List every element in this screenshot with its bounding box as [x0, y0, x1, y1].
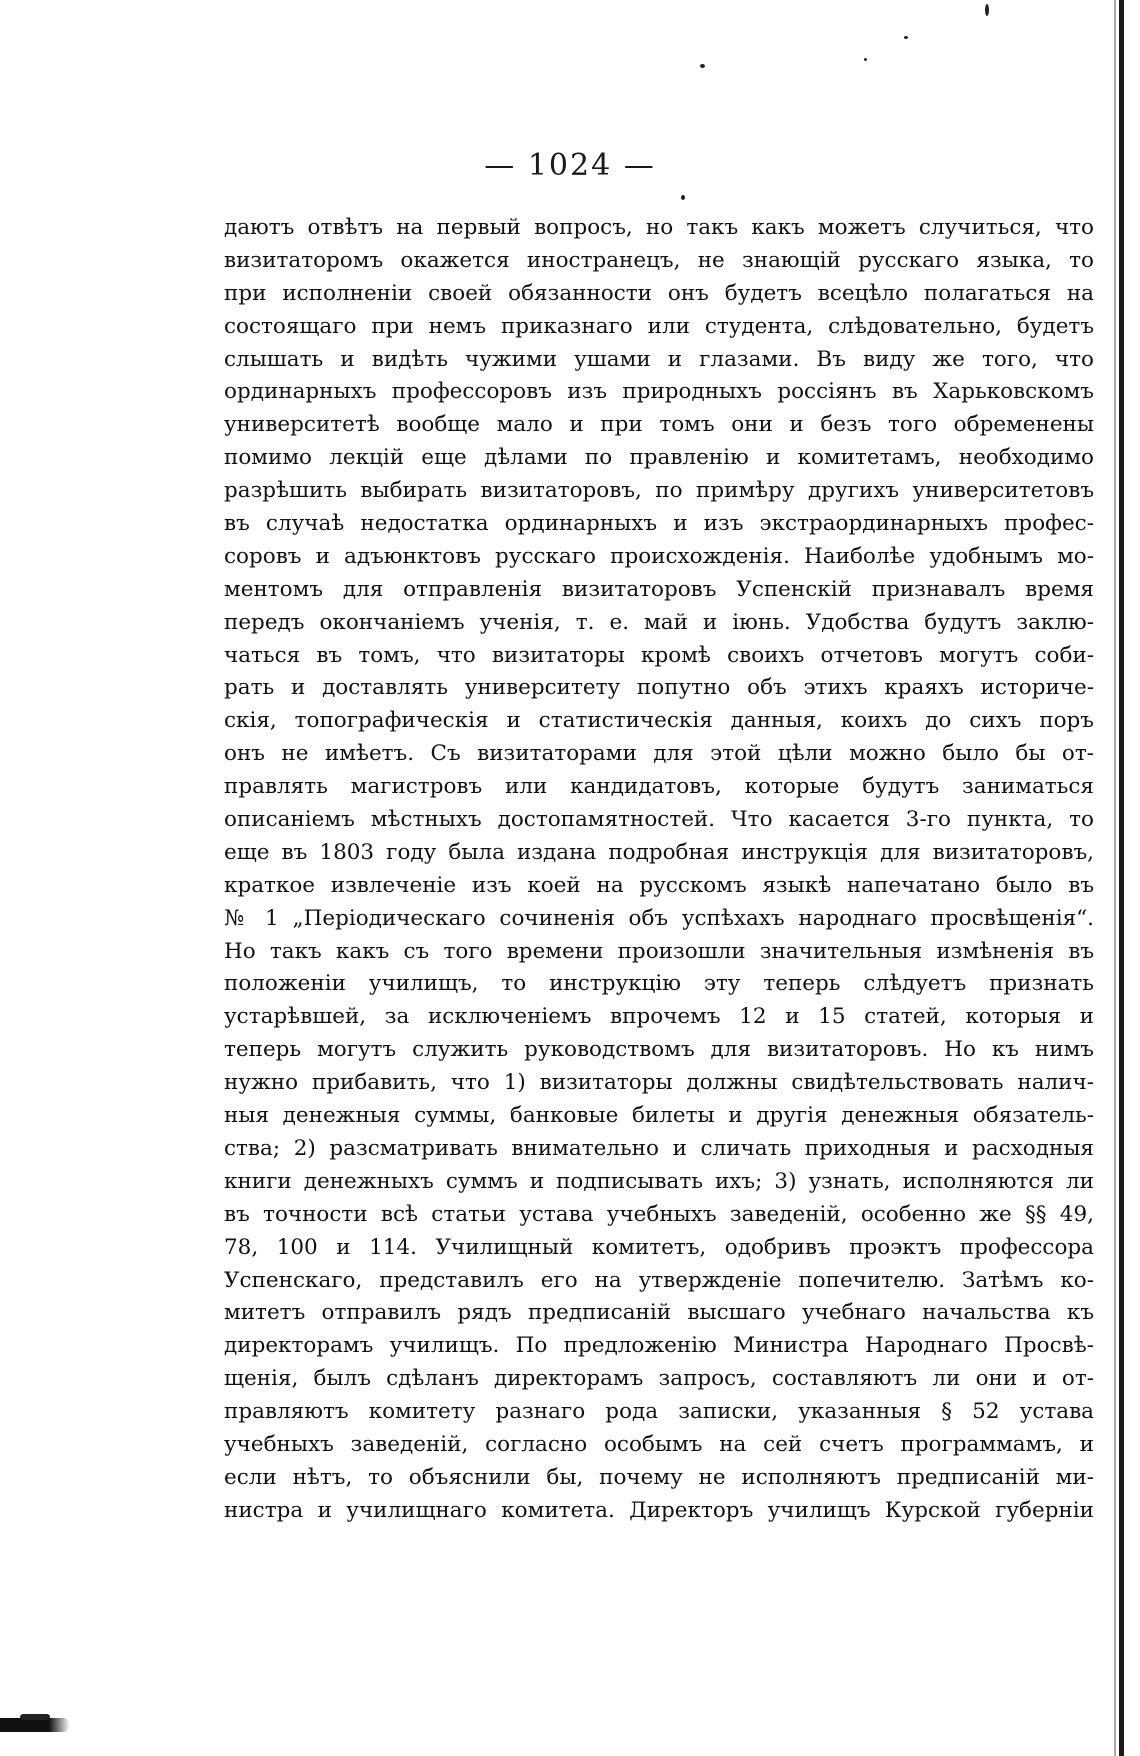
- text-line: университетѣ вообще мало и при томъ они и безъ того обременены: [224, 412, 1094, 438]
- text-line: щенія, былъ сдѣланъ директорамъ запросъ, составляютъ ли они и от-: [224, 1366, 1094, 1392]
- text-line: описаніемъ мѣстныхъ достопамятностей. Что касается 3-го пункта, то: [224, 807, 1094, 833]
- text-line: ментомъ для отправленія визитаторовъ Успенскій признавалъ время: [224, 576, 1094, 602]
- text-line: краткое извлеченіе изъ коей на русскомъ языкѣ напечатано было въ: [224, 872, 1094, 898]
- text-line: Но такъ какъ съ того времени произошли значительныя измѣненія въ: [224, 938, 1094, 964]
- text-line: въ случаѣ недостатка ординарныхъ и изъ экстраординарныхъ профес-: [224, 511, 1094, 537]
- text-line: въ точности всѣ статьи устава учебныхъ заведеній, особенно же §§ 49,: [224, 1201, 1094, 1227]
- text-line: при исполненіи своей обязанности онъ будетъ всецѣло полагаться на: [224, 280, 1094, 306]
- text-line: состоящаго при немъ приказнаго или студента, слѣдовательно, будетъ: [224, 313, 1094, 339]
- text-line: правляютъ комитету разнаго рода записки, указанныя § 52 устава: [224, 1399, 1094, 1425]
- text-line: онъ не имѣетъ. Съ визитаторами для этой цѣли можно было бы от-: [224, 741, 1094, 767]
- text-line: правлять магистровъ или кандидатовъ, которые будутъ заниматься: [224, 774, 1094, 800]
- scan-speck: [904, 36, 908, 39]
- body-text: [224, 212, 1094, 1528]
- text-line: разрѣшить выбирать визитаторовъ, по примѣру другихъ университетовъ: [224, 478, 1094, 504]
- scan-speck: [864, 58, 867, 61]
- scan-speck: [700, 64, 705, 68]
- text-line: 78, 100 и 114. Училищный комитетъ, одобривъ проэктъ профессора: [224, 1234, 1094, 1260]
- scan-edge-shadow: [1119, 0, 1124, 1756]
- text-line: ства; 2) разсматривать внимательно и сличать приходныя и расходныя: [224, 1135, 1094, 1161]
- text-line: помимо лекцій еще дѣлами по правленію и комитетамъ, необходимо: [224, 445, 1094, 471]
- text-line: передъ окончаніемъ ученія, т. е. май и іюнь. Удобства будутъ заклю-: [224, 609, 1094, 635]
- text-line: Успенскаго, представилъ его на утвержденіе попечителю. Затѣмъ ко-: [224, 1267, 1094, 1293]
- text-line: митетъ отправилъ рядъ предписаній высшаго учебнаго начальства къ: [224, 1300, 1094, 1326]
- text-line: еще въ 1803 году была издана подробная инструкція для визитаторовъ,: [224, 839, 1094, 865]
- text-line: визитаторомъ окажется иностранецъ, не знающій русскаго языка, то: [224, 247, 1094, 273]
- text-line: ординарныхъ профессоровъ изъ природныхъ россіянъ въ Харьковскомъ: [224, 379, 1094, 405]
- text-line: скія, топографическія и статистическія данныя, коихъ до сихъ поръ: [224, 708, 1094, 734]
- scan-speck: [681, 195, 685, 200]
- text-line: если нѣтъ, то объяснили бы, почему не исполняютъ предписаній ми-: [224, 1464, 1094, 1490]
- text-line: теперь могутъ служить руководствомъ для визитаторовъ. Но къ нимъ: [224, 1037, 1094, 1063]
- scan-speck: [985, 4, 989, 16]
- scan-corner-mark: [20, 1714, 50, 1720]
- text-line: ныя денежныя суммы, банковые билеты и другія денежныя обязатель-: [224, 1103, 1094, 1129]
- text-line: книги денежныхъ суммъ и подписывать ихъ; 3) узнать, исполняются ли: [224, 1168, 1094, 1194]
- text-line: директорамъ училищъ. По предложенію Министра Народнаго Просвѣ-: [224, 1333, 1094, 1359]
- text-line: № 1 „Періодическаго сочиненія объ успѣхахъ народнаго просвѣщенія“.: [224, 905, 1094, 931]
- text-line: устарѣвшей, за исключеніемъ впрочемъ 12 и 15 статей, которыя и: [224, 1004, 1094, 1030]
- text-line: нистра и училищнаго комитета. Директоръ училищъ Курской губерніи: [224, 1497, 1094, 1523]
- text-line: рать и доставлять университету попутно объ этихъ краяхъ историче-: [224, 675, 1094, 701]
- page-number: — 1024 —: [484, 148, 656, 183]
- text-line: положеніи училищъ, то инструкцію эту теперь слѣдуетъ признать: [224, 971, 1094, 997]
- text-line: слышать и видѣть чужими ушами и глазами. Въ виду же того, что: [224, 346, 1094, 372]
- text-line: чаться въ томъ, что визитаторы кромѣ своихъ отчетовъ могутъ соби-: [224, 642, 1094, 668]
- scan-edge-line: [1114, 0, 1116, 1756]
- text-line: даютъ отвѣтъ на первый вопросъ, но такъ какъ можетъ случиться, что: [224, 215, 1094, 240]
- text-line: нужно прибавить, что 1) визитаторы должны свидѣтельствовать налич-: [224, 1070, 1094, 1096]
- text-line: учебныхъ заведеній, согласно особымъ на сей счетъ программамъ, и: [224, 1431, 1094, 1457]
- scan-corner-mark: [0, 1718, 70, 1732]
- text-line: соровъ и адъюнктовъ русскаго происхожденія. Наиболѣе удобнымъ мо-: [224, 543, 1094, 569]
